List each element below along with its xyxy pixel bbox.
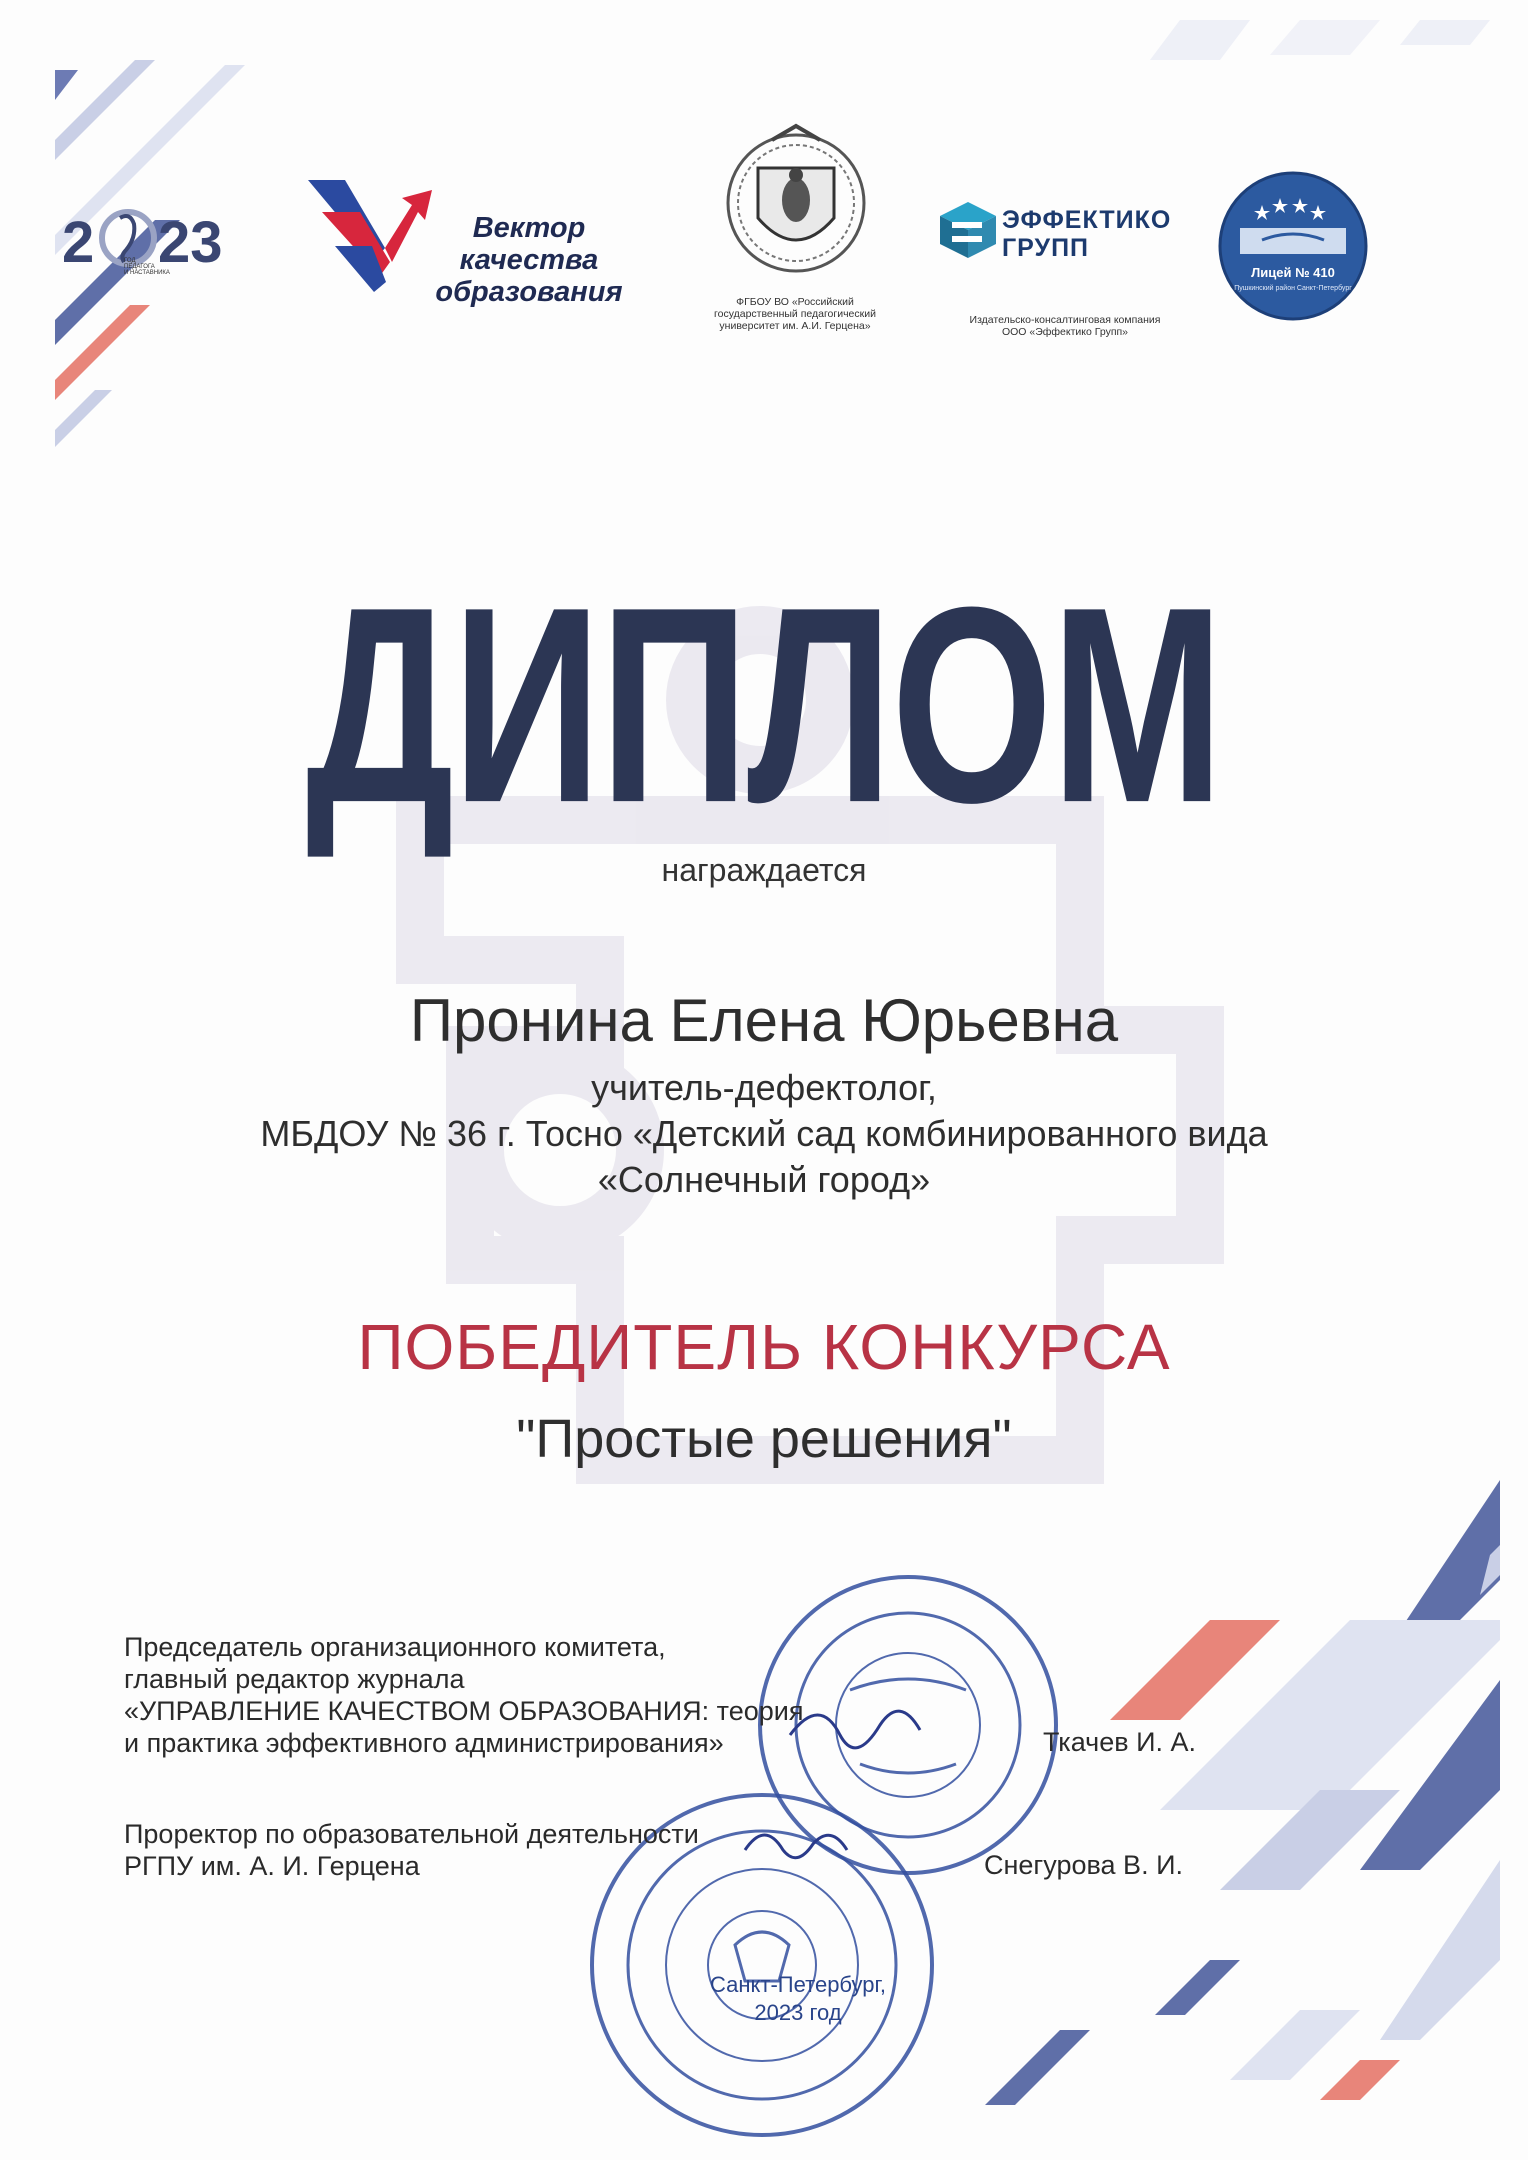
- chair-line-1: Председатель организационного комитета,: [124, 1632, 666, 1662]
- company-seal: [760, 1577, 1056, 1873]
- year-caption-line-1: ГОД: [124, 258, 136, 264]
- chair-title: [124, 1631, 803, 1759]
- organization-line-1: МБДОУ № 36 г. Тосно «Детский сад комбинированного вида: [260, 1113, 1268, 1154]
- vicerector-title: [124, 1818, 699, 1882]
- vicerector-name: Снегурова В. И.: [984, 1850, 1183, 1880]
- herzen-caption-line-2: государственный педагогический: [714, 308, 876, 320]
- top-right-stripes: [1150, 20, 1490, 60]
- organization-line-2: «Солнечный город»: [597, 1159, 931, 1200]
- year-2023-caption: [124, 258, 184, 276]
- herzen-caption-line-3: университет им. А.И. Герцена»: [719, 320, 871, 332]
- awarded-text: награждается: [661, 852, 867, 888]
- place-year: 2023 год: [754, 2000, 842, 2025]
- vector-line-1: Вектор качества: [459, 212, 599, 276]
- contest-name: "Простые решения": [516, 1409, 1012, 1469]
- chair-line-2: главный редактор журнала: [124, 1664, 465, 1694]
- place-city: Санкт-Петербург,: [710, 1972, 886, 1997]
- svg-text:2: 2: [62, 210, 95, 275]
- lyceum-label: Лицей № 410: [1251, 265, 1335, 280]
- vector-line-2: образования: [435, 276, 623, 308]
- effectiko-name: [1002, 206, 1171, 262]
- result-title: ПОБЕДИТЕЛЬ КОНКУРСА: [357, 1311, 1171, 1383]
- effectiko-mark: [940, 202, 996, 258]
- effectiko-caption: [930, 314, 1200, 338]
- effectiko-name-line-1: ЭФФЕКТИКО: [1002, 206, 1172, 234]
- vicerector-line-1: Проректор по образовательной деятельности: [124, 1819, 699, 1849]
- herzen-crest: [728, 126, 864, 271]
- bottom-right-stripes: [985, 1480, 1500, 2105]
- recipient-name: Пронина Елена Юрьевна: [409, 987, 1119, 1054]
- herzen-caption-line-1: ФГБОУ ВО «Российский: [736, 296, 854, 308]
- chair-name: Ткачев И. А.: [1043, 1727, 1196, 1757]
- herzen-caption: [680, 296, 910, 332]
- svg-text:23: 23: [158, 210, 223, 275]
- year-caption-line-2: ПЕДАГОГА: [124, 264, 155, 270]
- recipient-position: учитель-дефектолог,: [591, 1067, 937, 1108]
- effectiko-name-line-2: ГРУПП: [1002, 234, 1090, 262]
- vicerector-line-2: РГПУ им. А. И. Герцена: [124, 1851, 420, 1881]
- diploma-title: ДИПЛОМ: [305, 550, 1223, 862]
- chair-line-3: «УПРАВЛЕНИЕ КАЧЕСТВОМ ОБРАЗОВАНИЯ: теория: [124, 1696, 804, 1726]
- effectiko-caption-line-2: ООО «Эффектико Групп»: [1001, 326, 1129, 338]
- lyceum-badge: [1220, 173, 1366, 319]
- lyceum-sub: Пушкинский район Санкт-Петербург: [1234, 285, 1352, 292]
- year-caption-line-3: И НАСТАВНИКА: [124, 270, 170, 276]
- vector-logo-text: [414, 212, 644, 308]
- chair-line-4: и практика эффективного администрирования»: [124, 1728, 724, 1758]
- effectiko-caption-line-1: Издательско-консалтинговая компания: [969, 314, 1161, 326]
